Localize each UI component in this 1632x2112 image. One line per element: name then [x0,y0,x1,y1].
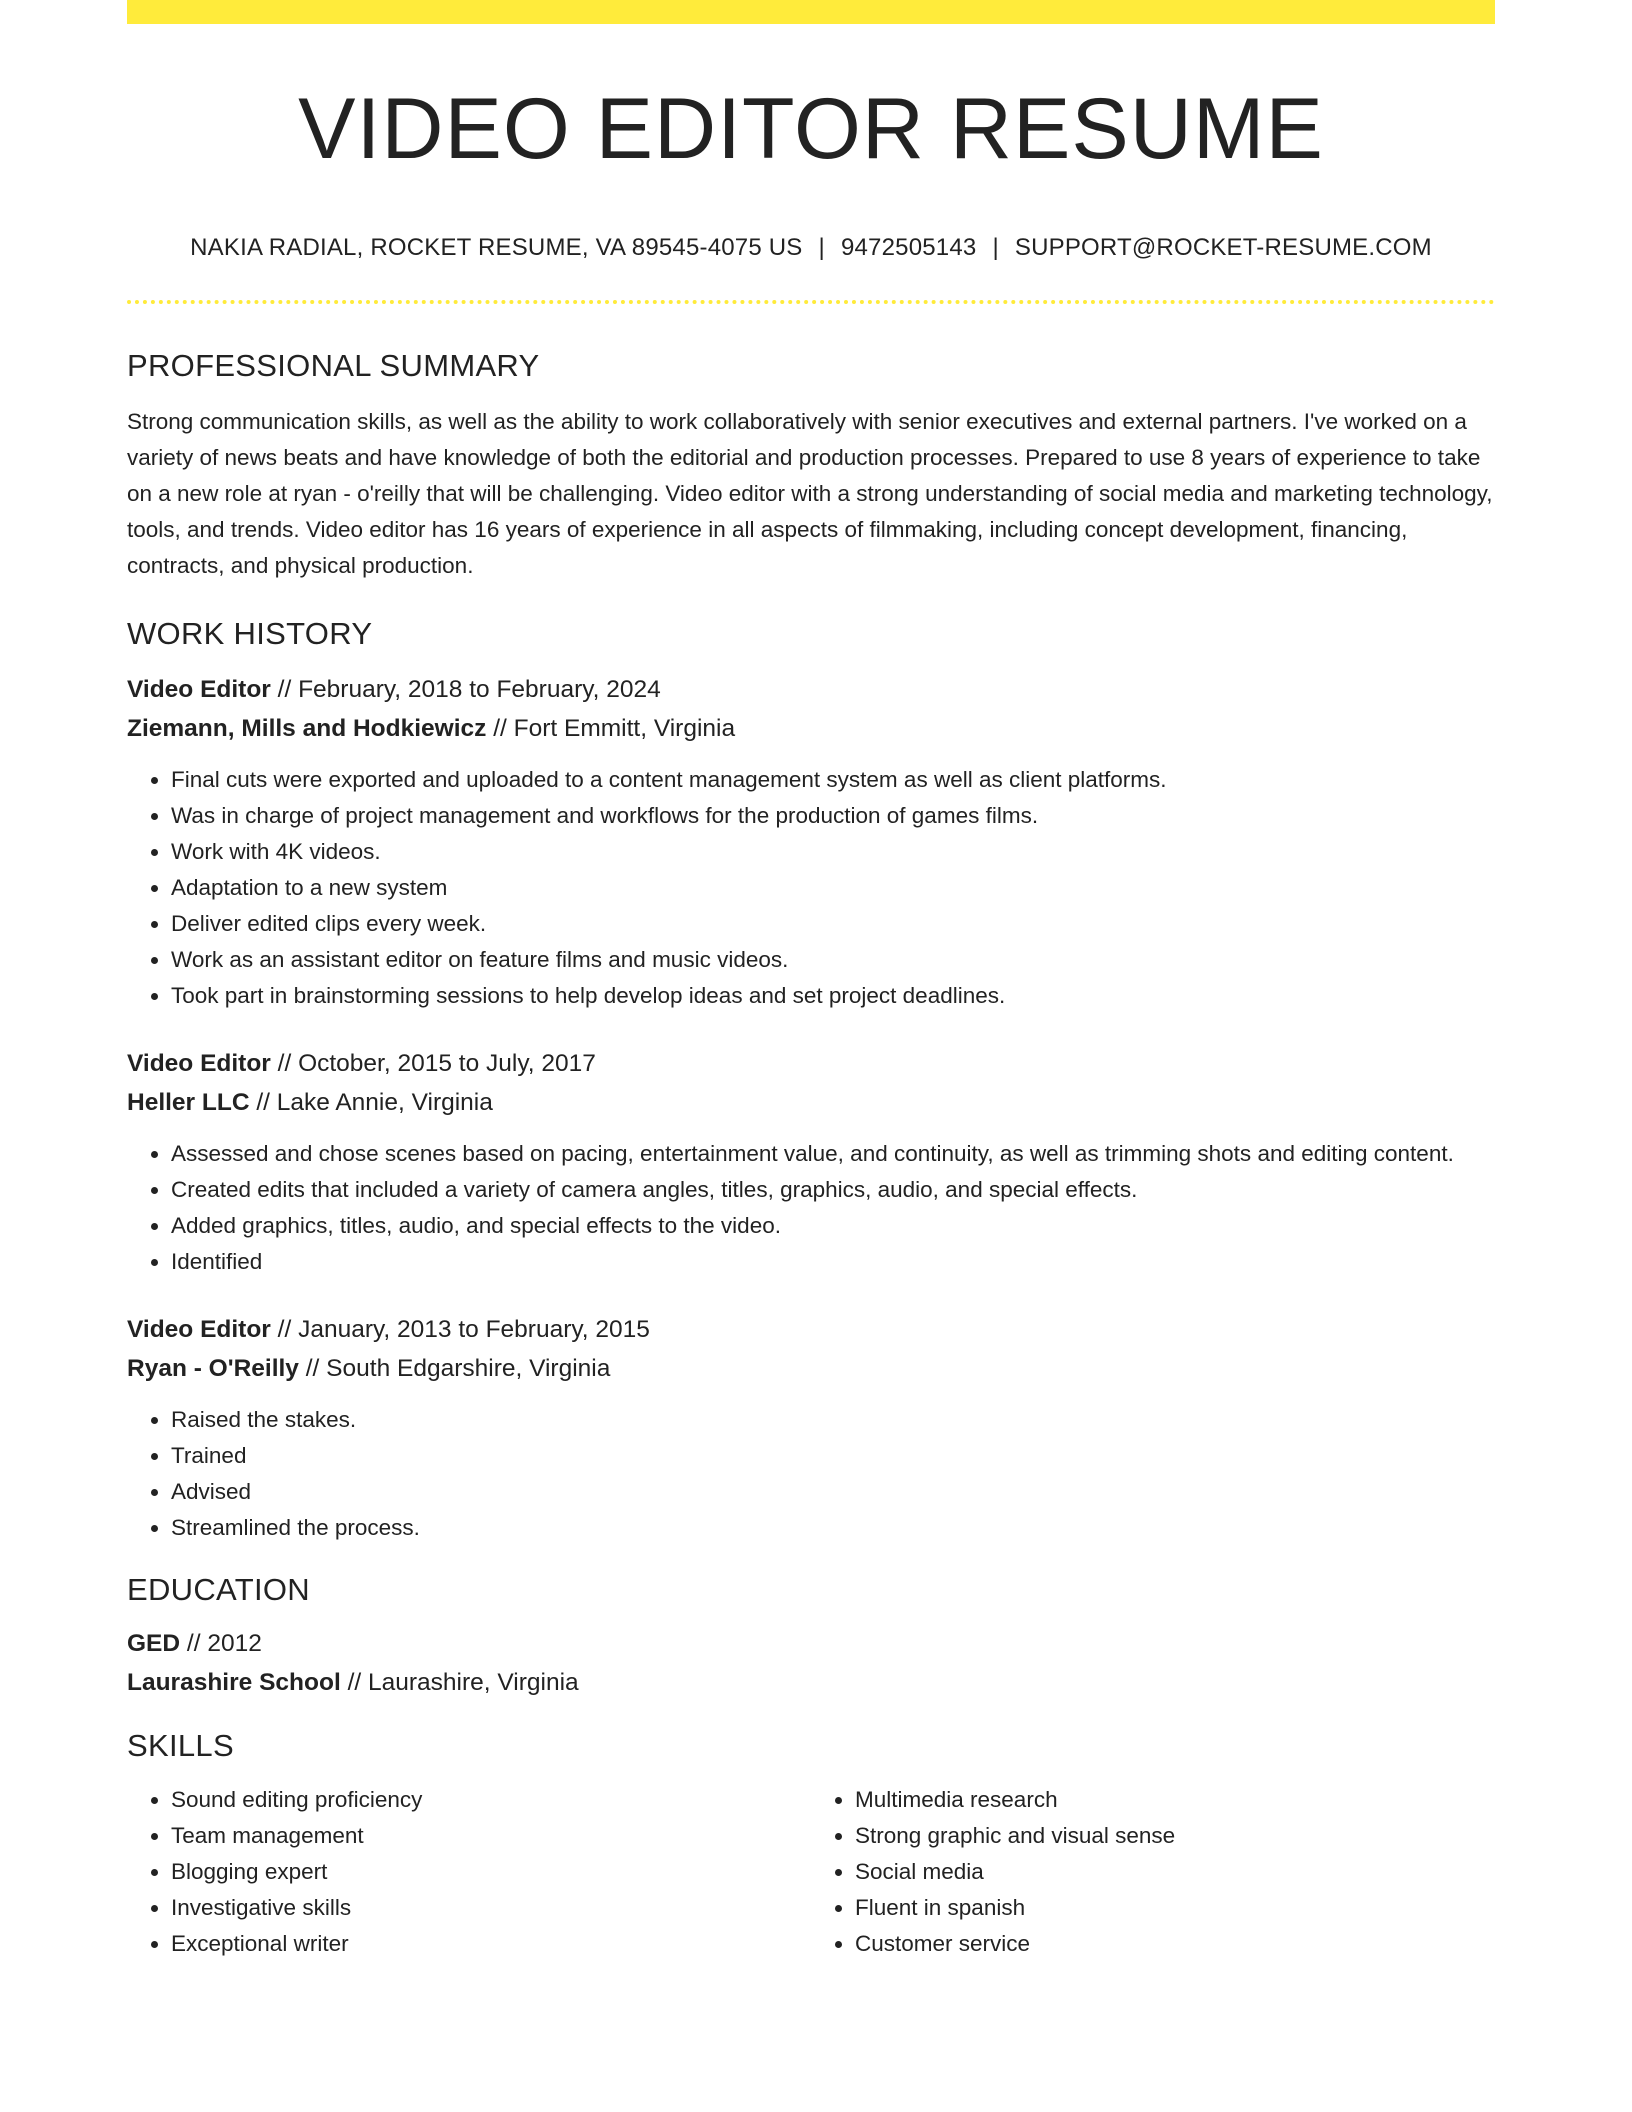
job-location: // Fort Emmitt, Virginia [486,715,736,743]
list-item: • Assessed and chose scenes based on pacing, entertainment value, and continuity, as well as trimming shots and editing content. [171,1136,1495,1172]
job-title-line [127,1310,1495,1349]
job-title-line [127,670,1495,709]
job-company: Ryan - O'Reilly [127,1355,299,1383]
skill-item: • Exceptional writer [171,1926,811,1962]
job-title: Video Editor [127,1316,271,1344]
list-item: • Adaptation to a new system [171,870,1495,906]
list-item: • Added graphics, titles, audio, and special effects to the video. [171,1208,1495,1244]
school-location: // Laurashire, Virginia [340,1669,579,1697]
list-item: • Was in charge of project management and workflows for the production of games films. [171,798,1495,834]
degree-year: // 2012 [180,1630,262,1658]
work-history-heading: WORK HISTORY [127,616,373,652]
skill-item: • Customer service [855,1926,1495,1962]
dotted-divider [127,300,1495,304]
list-item: • Deliver edited clips every week. [171,906,1495,942]
skill-item: • Sound editing proficiency [171,1782,811,1818]
list-item: • Took part in brainstorming sessions to help develop ideas and set project deadlines. [171,978,1495,1014]
job-dates: // February, 2018 to February, 2024 [270,676,661,704]
contact-email: SUPPORT@ROCKET-RESUME.COM [1014,234,1432,262]
degree: GED [127,1630,181,1658]
list-item: • Created edits that included a variety of camera angles, titles, graphics, audio, and special effects. [171,1172,1495,1208]
summary-heading: PROFESSIONAL SUMMARY [127,348,540,384]
skills-list-left [127,1782,811,1962]
contact-phone: 9472505143 [840,234,977,262]
job-company: Heller LLC [127,1089,250,1117]
list-item: • Raised the stakes. [171,1402,1495,1438]
education-heading: EDUCATION [127,1572,310,1608]
resume-title: VIDEO EDITOR RESUME [298,81,1324,177]
skill-item: • Investigative skills [171,1890,811,1926]
contact-separator: | [992,234,999,262]
job-dates: // October, 2015 to July, 2017 [270,1050,596,1078]
skill-item: • Team management [171,1818,811,1854]
job-company: Ziemann, Mills and Hodkiewicz [127,715,487,743]
job-dates: // January, 2013 to February, 2015 [270,1316,650,1344]
contact-address: NAKIA RADIAL, ROCKET RESUME, VA 89545-4075 US [190,234,803,262]
job-title: Video Editor [127,1050,271,1078]
degree-line [127,1624,1495,1663]
summary-text: Strong communication skills, as well as the ability to work collaboratively with senior executives and external partners. I've worked on a variety of news beats and have knowledge of both the editorial and production processes. Prepared to use 8 years of experience to take on a new role at ryan - o'reilly that will be challenging. Video editor with a strong understanding of social media and marketing technology, tools, and trends. Video editor has 16 years of experience in all aspects of filmmaking, including concept development, financing, contracts, and physical production. [127,409,1493,579]
job-company-line [127,709,1495,748]
job-bullets [127,1136,1495,1280]
skill-item: • Multimedia research [855,1782,1495,1818]
contact-line [127,234,1495,262]
list-item: • Identified [171,1244,1495,1280]
list-item: • Trained [171,1438,1495,1474]
list-item: • Advised [171,1474,1495,1510]
skill-item: • Social media [855,1854,1495,1890]
job-entry [127,1044,1495,1280]
job-location: // Lake Annie, Virginia [249,1089,493,1117]
skills-list-right [811,1782,1495,1962]
job-entry [127,670,1495,1014]
skill-item: • Strong graphic and visual sense [855,1818,1495,1854]
school-line [127,1663,1495,1702]
top-accent-bar [127,0,1495,24]
job-company-line [127,1349,1495,1388]
job-entry [127,1310,1495,1546]
job-bullets [127,1402,1495,1546]
list-item: • Final cuts were exported and uploaded to a content management system as well as client platforms. [171,762,1495,798]
job-title: Video Editor [127,676,271,704]
job-title-line [127,1044,1495,1083]
resume-page [127,0,1495,1962]
job-company-line [127,1083,1495,1122]
job-location: // South Edgarshire, Virginia [298,1355,611,1383]
education-entry [127,1624,1495,1702]
list-item: • Work as an assistant editor on feature films and music videos. [171,942,1495,978]
school-name: Laurashire School [127,1669,341,1697]
skill-item: • Blogging expert [171,1854,811,1890]
list-item: • Streamlined the process. [171,1510,1495,1546]
contact-separator: | [818,234,825,262]
skills-columns [127,1782,1495,1962]
skills-heading: SKILLS [127,1728,234,1764]
list-item: • Work with 4K videos. [171,834,1495,870]
job-bullets [127,762,1495,1014]
skill-item: • Fluent in spanish [855,1890,1495,1926]
